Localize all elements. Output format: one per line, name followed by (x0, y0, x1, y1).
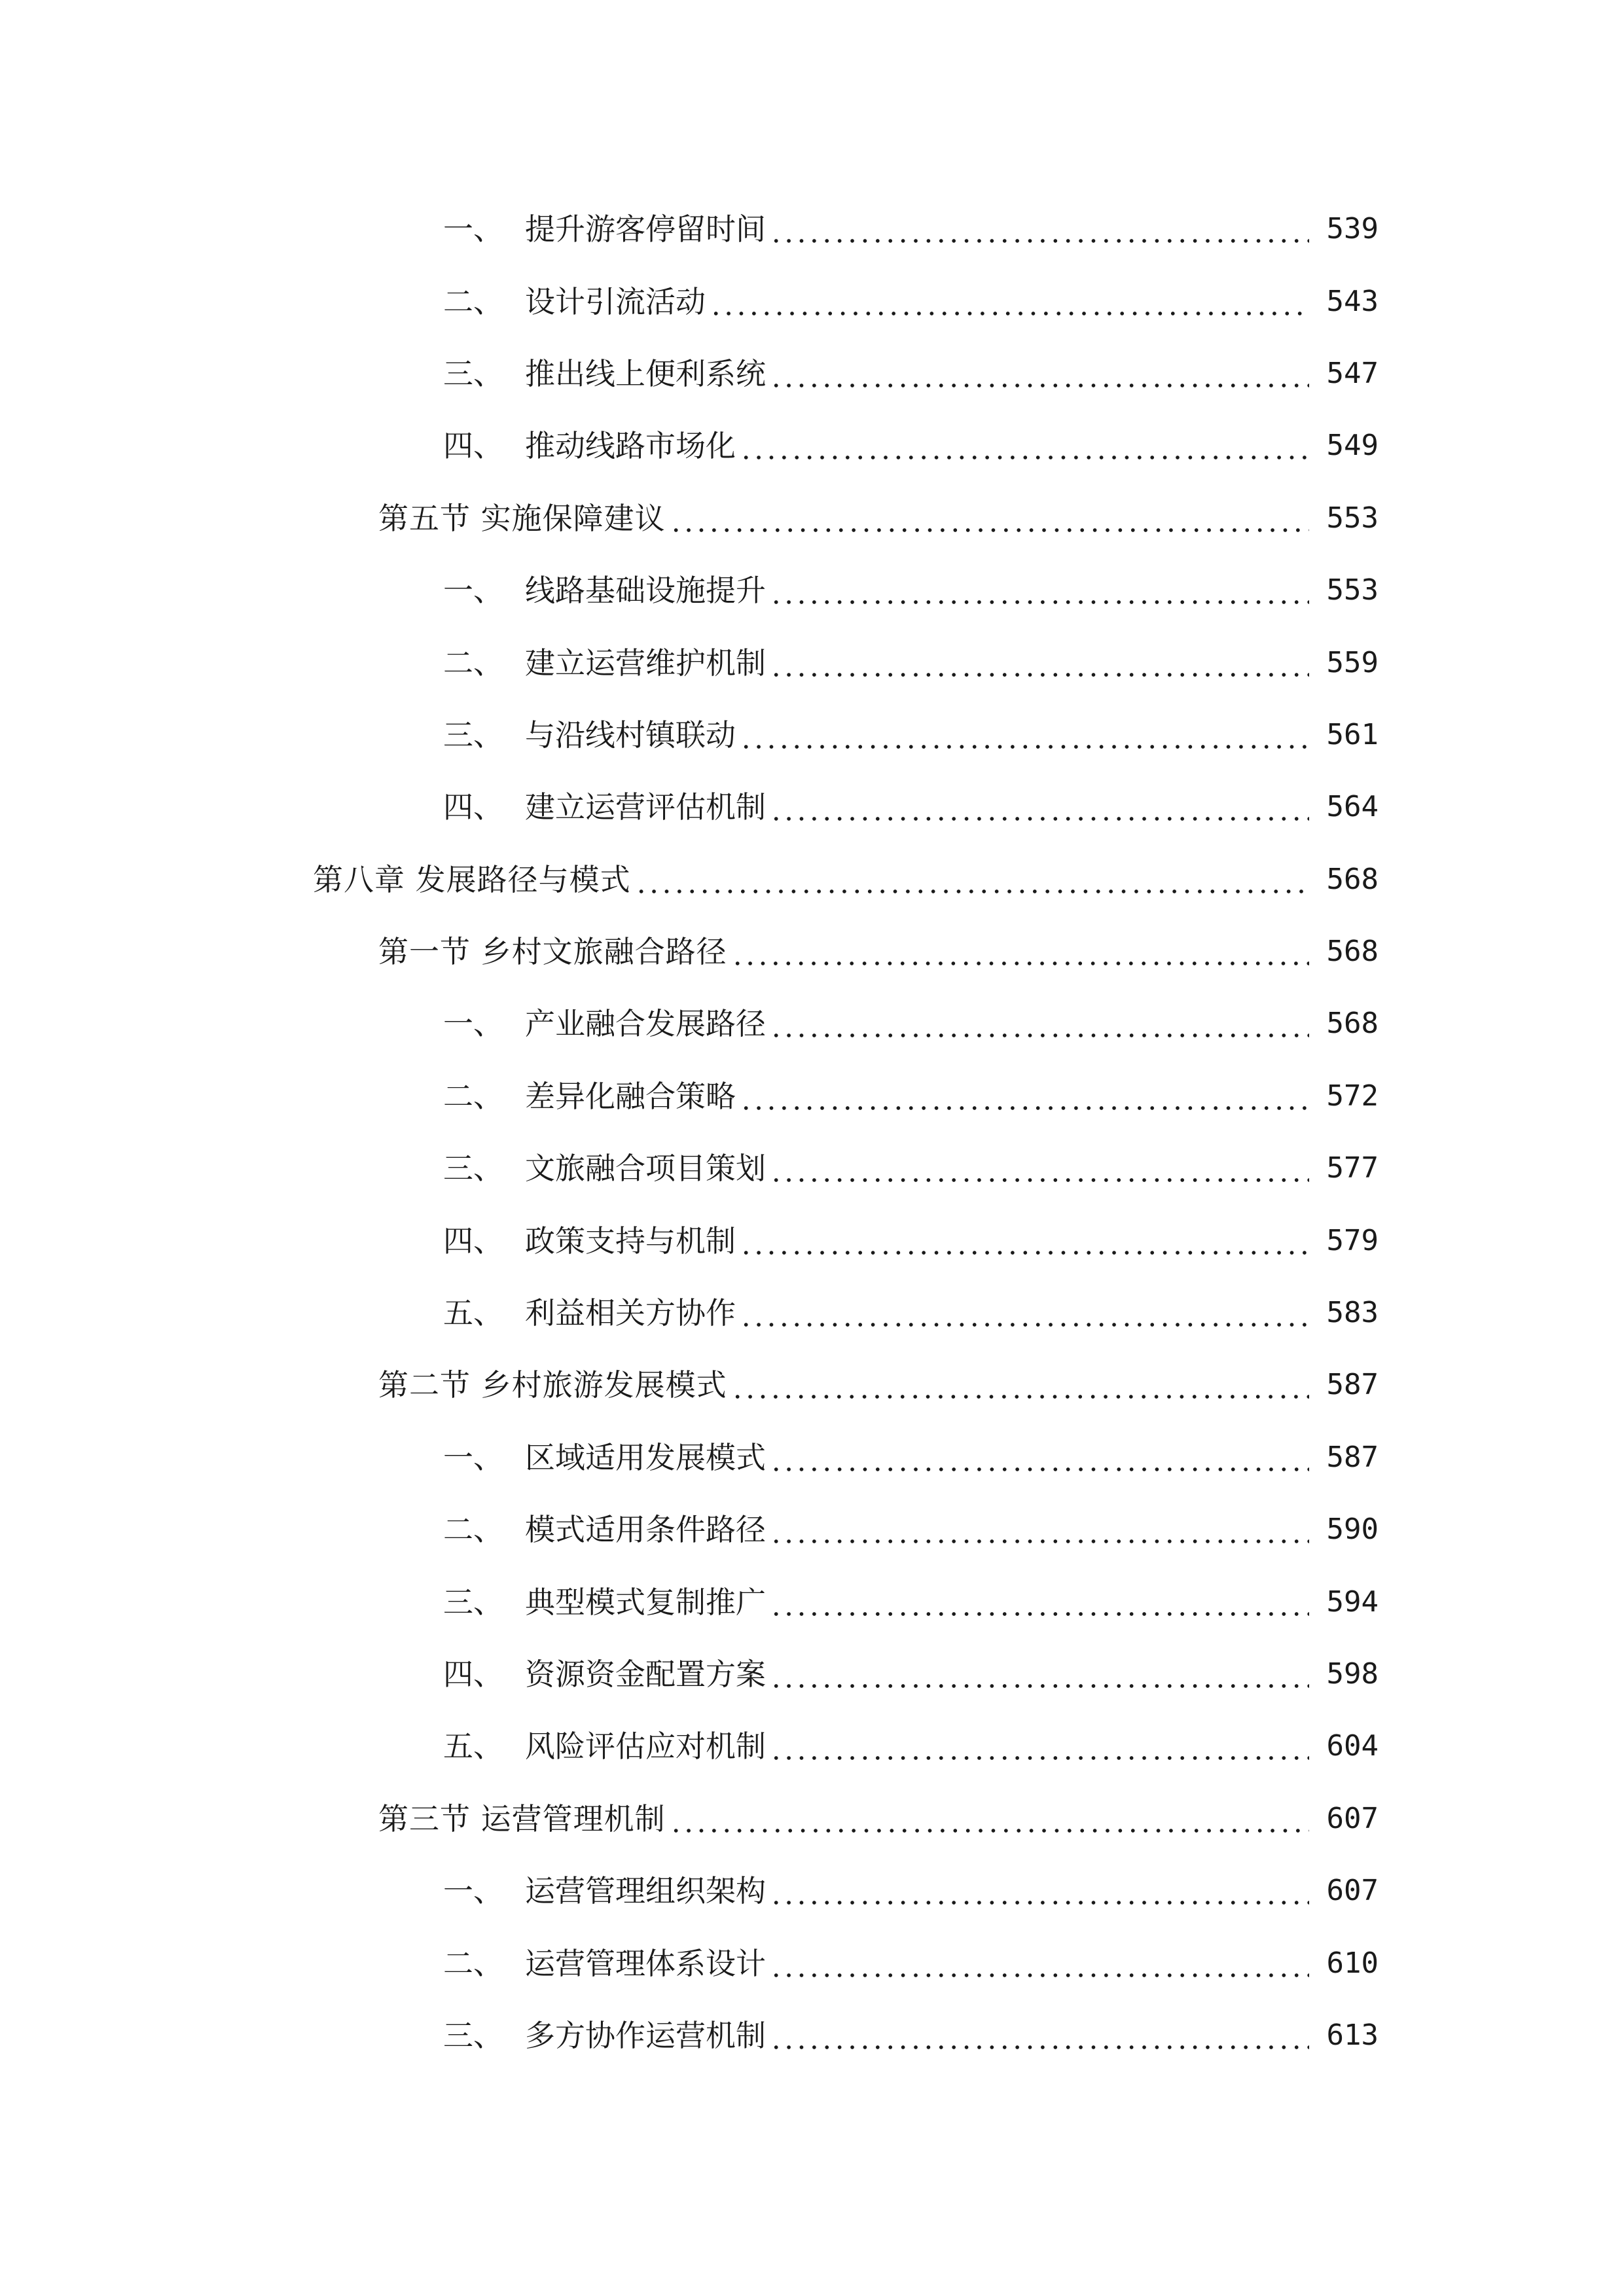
toc-entry[interactable] (0, 482, 1624, 554)
toc-entry-ordinal: 三、 (443, 1584, 503, 1620)
toc-dot-leader (740, 1081, 1309, 1111)
toc-dot-leader (670, 1804, 1309, 1834)
toc-entry[interactable] (0, 699, 1624, 771)
toc-entry-title: 典型模式复制推广 (525, 1584, 766, 1620)
toc-entry-page-number: 572 (1326, 1079, 1379, 1113)
toc-entry-title: 政策支持与机制 (525, 1223, 736, 1259)
toc-entry-title: 区域适用发展模式 (525, 1439, 766, 1475)
toc-dot-leader (740, 1226, 1309, 1256)
toc-entry-page-number: 590 (1326, 1513, 1379, 1547)
toc-dot-leader (670, 503, 1309, 533)
toc-entry-ordinal: 五、 (443, 1295, 503, 1331)
toc-dot-leader (770, 1948, 1309, 1979)
table-of-contents (0, 193, 1624, 2072)
toc-entry-page-number: 598 (1326, 1657, 1379, 1691)
toc-entry[interactable] (0, 193, 1624, 265)
toc-entry-page-number: 607 (1326, 1874, 1379, 1908)
toc-entry-page-number: 568 (1326, 1007, 1379, 1041)
toc-entry-page-number: 568 (1326, 862, 1379, 896)
toc-entry-title: 产业融合发展路径 (525, 1006, 766, 1042)
toc-entry-ordinal: 三、 (443, 2017, 503, 2053)
toc-entry-page-number: 610 (1326, 1946, 1379, 1980)
toc-entry-title: 第八章 发展路径与模式 (313, 861, 631, 897)
toc-entry-title: 与沿线村镇联动 (525, 717, 736, 753)
toc-entry[interactable] (0, 1638, 1624, 1710)
toc-entry-title: 模式适用条件路径 (525, 1512, 766, 1548)
toc-entry[interactable] (0, 1783, 1624, 1855)
toc-entry-page-number: 577 (1326, 1151, 1379, 1185)
toc-entry-page-number: 561 (1326, 717, 1379, 751)
toc-entry[interactable] (0, 1566, 1624, 1638)
toc-entry-title: 多方协作运营机制 (525, 2017, 766, 2053)
toc-dot-leader (770, 214, 1309, 244)
toc-entry[interactable] (0, 1494, 1624, 1566)
toc-entry[interactable] (0, 554, 1624, 626)
toc-entry-title: 利益相关方协作 (525, 1295, 736, 1331)
toc-entry-ordinal: 一、 (443, 1006, 503, 1042)
toc-entry-page-number: 553 (1326, 573, 1379, 607)
toc-entry-title: 运营管理体系设计 (525, 1945, 766, 1981)
toc-entry[interactable] (0, 1422, 1624, 1494)
toc-dot-leader (770, 1443, 1309, 1473)
toc-dot-leader (770, 1587, 1309, 1617)
toc-entry[interactable] (0, 2000, 1624, 2072)
toc-entry-ordinal: 一、 (443, 1873, 503, 1909)
toc-entry-title: 第二节 乡村旅游发展模式 (378, 1367, 727, 1403)
toc-entry-page-number: 604 (1326, 1729, 1379, 1763)
toc-dot-leader (770, 1515, 1309, 1545)
toc-entry-page-number: 559 (1326, 645, 1379, 679)
toc-entry-title: 资源资金配置方案 (525, 1657, 766, 1692)
toc-entry-page-number: 594 (1326, 1585, 1379, 1619)
toc-entry-title: 建立运营评估机制 (525, 789, 766, 825)
toc-entry-title: 线路基础设施提升 (525, 573, 766, 609)
toc-entry-title: 建立运营维护机制 (525, 645, 766, 681)
toc-entry-ordinal: 四、 (443, 1657, 503, 1692)
toc-entry-ordinal: 二、 (443, 1078, 503, 1114)
toc-dot-leader (770, 1659, 1309, 1689)
toc-entry-ordinal: 一、 (443, 1439, 503, 1475)
toc-dot-leader (740, 720, 1309, 750)
toc-entry[interactable] (0, 771, 1624, 843)
toc-entry-page-number: 587 (1326, 1440, 1379, 1474)
toc-entry-page-number: 607 (1326, 1801, 1379, 1835)
toc-entry-ordinal: 五、 (443, 1729, 503, 1765)
toc-entry-ordinal: 四、 (443, 1223, 503, 1259)
toc-dot-leader (731, 1370, 1309, 1400)
toc-entry-title: 提升游客停留时间 (525, 211, 766, 247)
toc-entry[interactable] (0, 916, 1624, 988)
toc-entry[interactable] (0, 1060, 1624, 1132)
toc-entry-page-number: 579 (1326, 1223, 1379, 1257)
toc-entry-ordinal: 二、 (443, 283, 503, 319)
toc-entry-title: 第一节 乡村文旅融合路径 (378, 934, 727, 970)
toc-entry-page-number: 539 (1326, 212, 1379, 246)
toc-dot-leader (731, 937, 1309, 967)
toc-entry[interactable] (0, 1710, 1624, 1782)
toc-entry[interactable] (0, 1132, 1624, 1204)
toc-entry-ordinal: 四、 (443, 789, 503, 825)
toc-entry-title: 风险评估应对机制 (525, 1729, 766, 1765)
toc-entry-title: 设计引流活动 (525, 283, 706, 319)
toc-dot-leader (770, 359, 1309, 389)
toc-dot-leader (770, 1009, 1309, 1039)
toc-entry-page-number: 543 (1326, 284, 1379, 318)
toc-entry-page-number: 587 (1326, 1368, 1379, 1402)
toc-entry-ordinal: 二、 (443, 1512, 503, 1548)
toc-entry[interactable] (0, 410, 1624, 482)
toc-entry[interactable] (0, 844, 1624, 916)
toc-entry-page-number: 613 (1326, 2018, 1379, 2052)
toc-entry[interactable] (0, 338, 1624, 410)
toc-entry-page-number: 568 (1326, 935, 1379, 969)
toc-dot-leader (740, 1298, 1309, 1328)
toc-entry-title: 文旅融合项目策划 (525, 1151, 766, 1187)
toc-entry-page-number: 564 (1326, 790, 1379, 824)
toc-entry-page-number: 553 (1326, 501, 1379, 535)
toc-entry-ordinal: 一、 (443, 211, 503, 247)
toc-dot-leader (770, 575, 1309, 605)
toc-dot-leader (770, 1731, 1309, 1761)
toc-entry[interactable] (0, 1204, 1624, 1276)
toc-entry[interactable] (0, 1349, 1624, 1421)
toc-entry[interactable] (0, 1927, 1624, 1999)
toc-entry-ordinal: 一、 (443, 573, 503, 609)
toc-entry-title: 第三节 运营管理机制 (378, 1801, 666, 1837)
toc-entry-page-number: 549 (1326, 429, 1379, 463)
toc-dot-leader (770, 648, 1309, 678)
toc-dot-leader (740, 431, 1309, 461)
toc-dot-leader (770, 2020, 1309, 2051)
toc-dot-leader (710, 287, 1309, 317)
toc-entry-page-number: 547 (1326, 356, 1379, 390)
toc-entry-ordinal: 三、 (443, 355, 503, 391)
toc-entry-title: 第五节 实施保障建议 (378, 500, 666, 536)
toc-entry-title: 推出线上便利系统 (525, 355, 766, 391)
toc-entry-ordinal: 二、 (443, 1945, 503, 1981)
toc-entry[interactable] (0, 988, 1624, 1060)
toc-entry-ordinal: 三、 (443, 717, 503, 753)
toc-entry-ordinal: 四、 (443, 428, 503, 464)
toc-entry[interactable] (0, 265, 1624, 337)
toc-entry-title: 运营管理组织架构 (525, 1873, 766, 1909)
toc-entry-title: 差异化融合策略 (525, 1078, 736, 1114)
toc-dot-leader (770, 1153, 1309, 1183)
toc-dot-leader (770, 792, 1309, 822)
toc-entry[interactable] (0, 1277, 1624, 1349)
toc-entry-ordinal: 二、 (443, 645, 503, 681)
toc-dot-leader (770, 1876, 1309, 1906)
toc-entry[interactable] (0, 626, 1624, 698)
toc-entry-ordinal: 三、 (443, 1151, 503, 1187)
toc-entry-title: 推动线路市场化 (525, 428, 736, 464)
toc-entry[interactable] (0, 1855, 1624, 1927)
toc-dot-leader (635, 865, 1309, 895)
toc-entry-page-number: 583 (1326, 1296, 1379, 1330)
